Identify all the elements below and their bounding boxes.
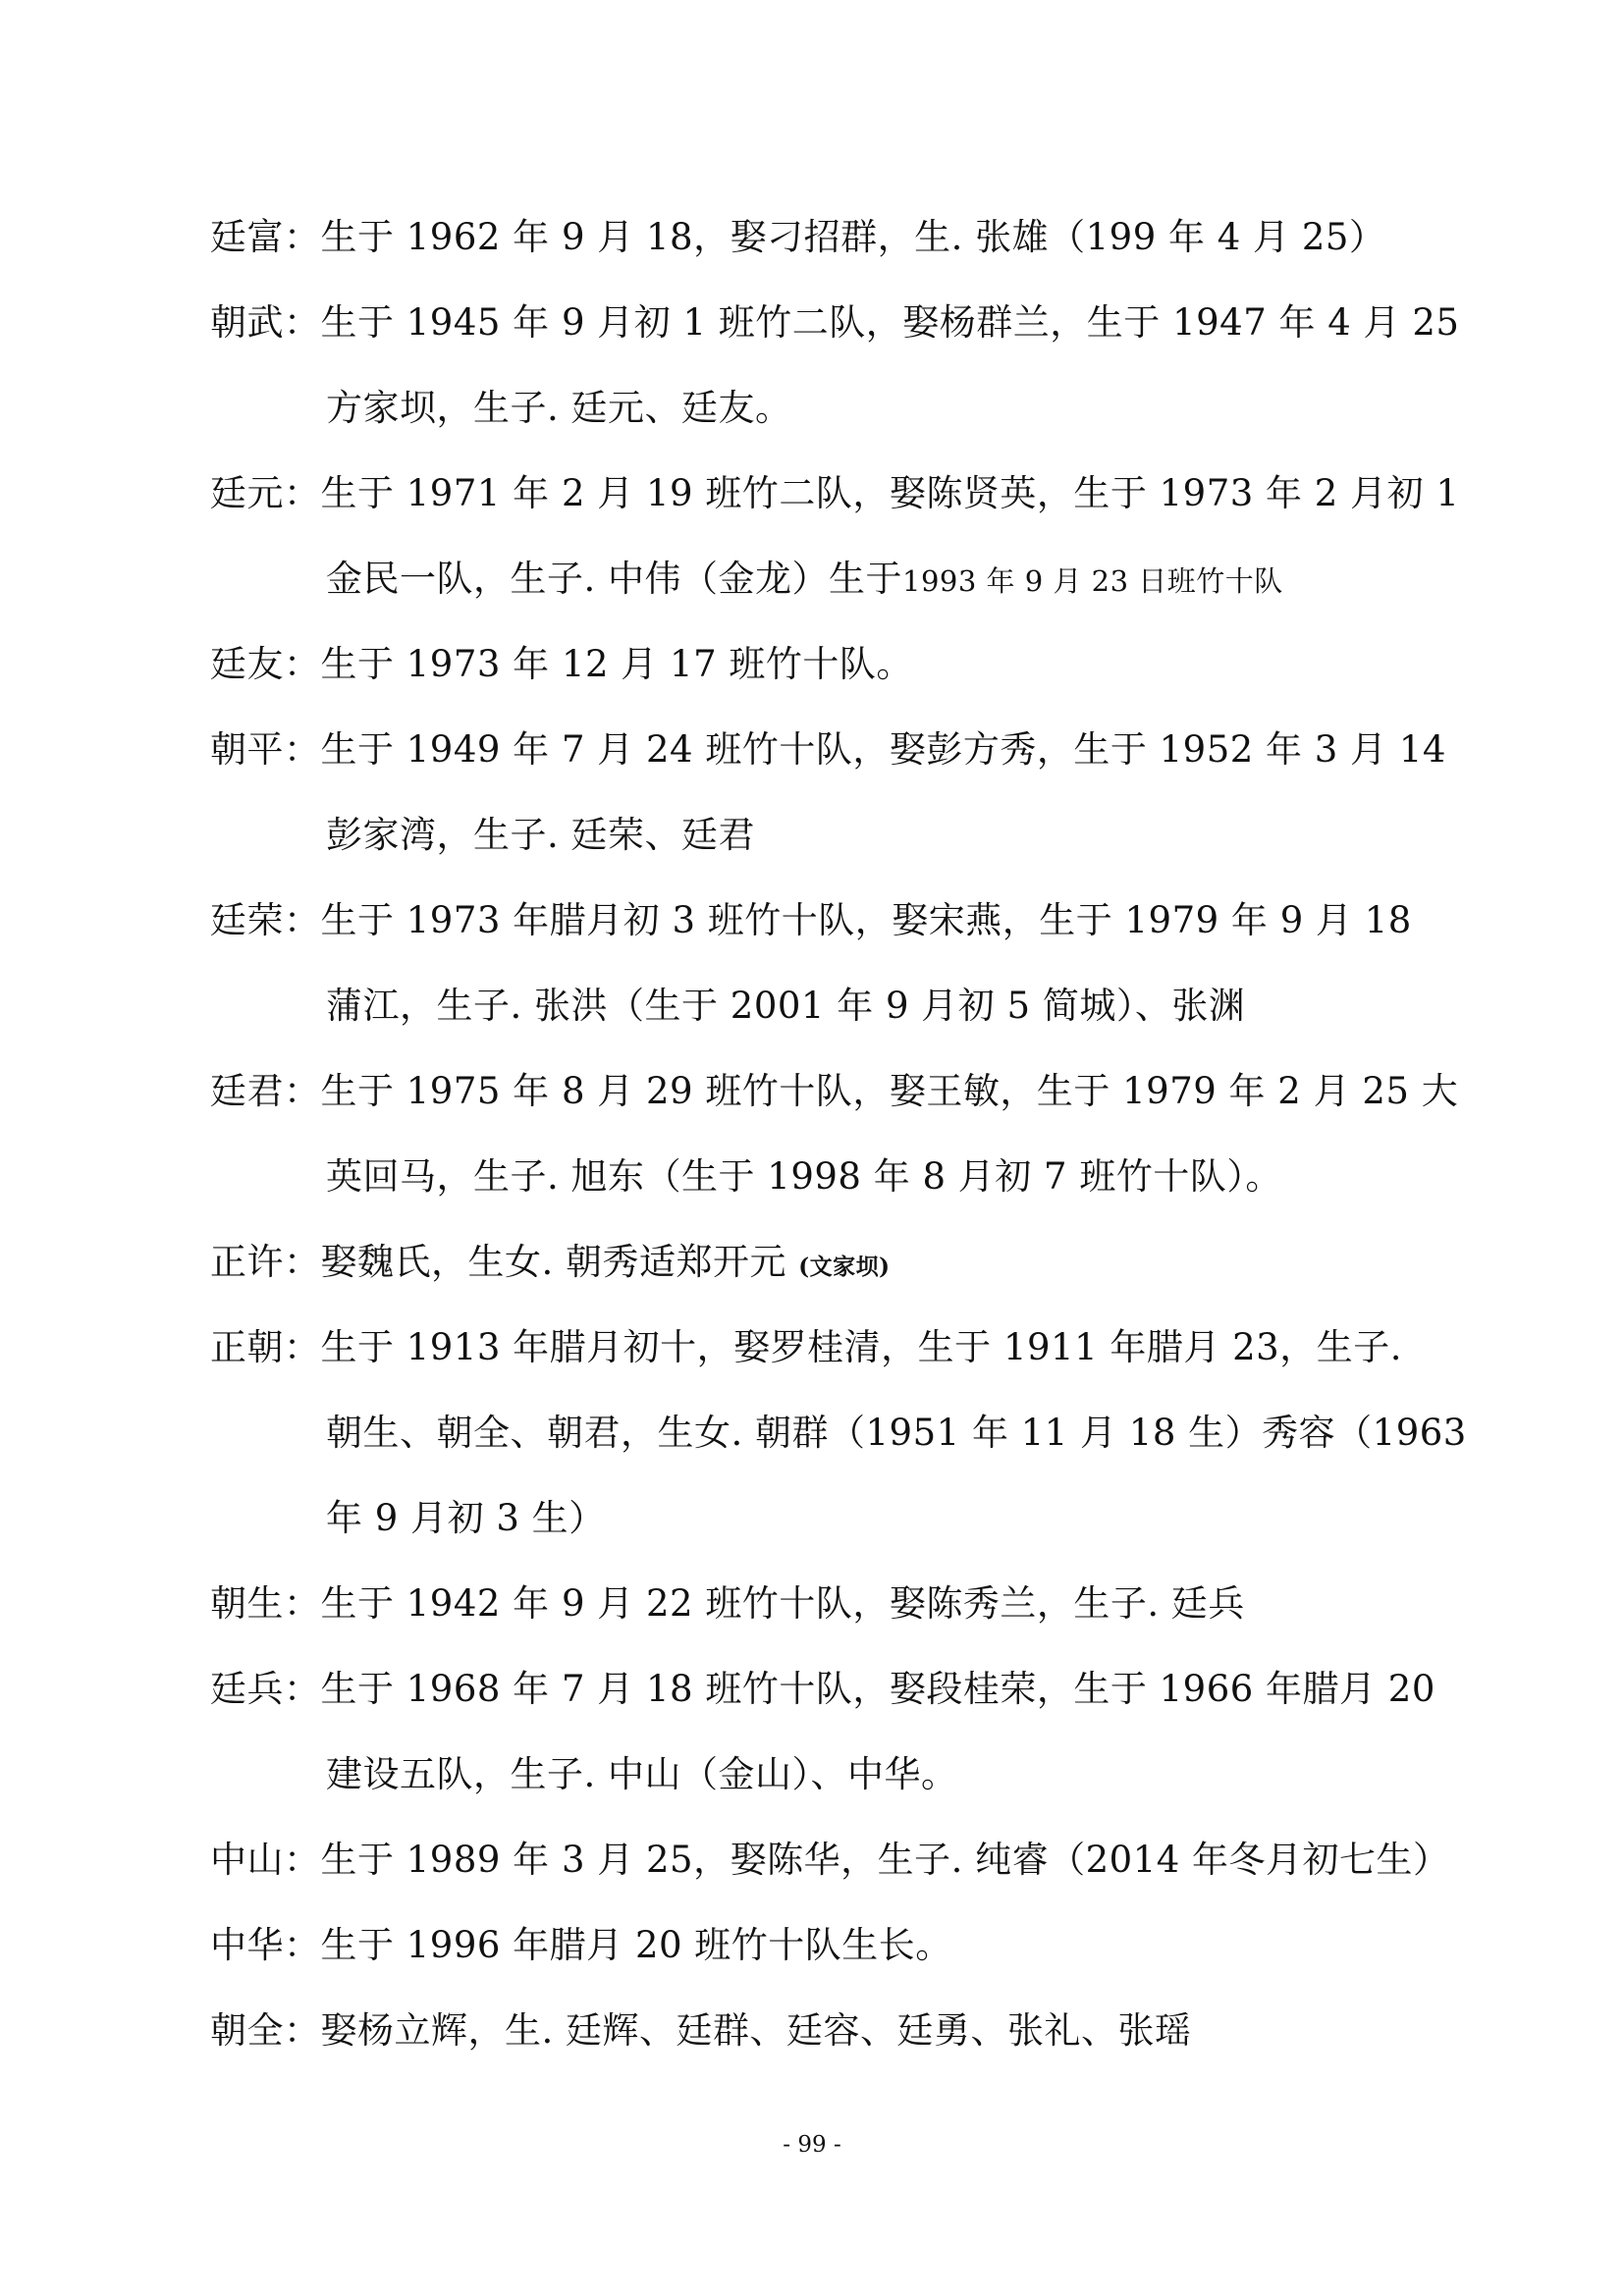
entry-tingyuan-cont — [326, 558, 1283, 603]
entry-tingyou: 廷友：生于 1973 年 12 月 17 班竹十队。 — [210, 643, 913, 685]
entry-zhengchao-cont-2: 年 9 月初 3 生） — [326, 1497, 606, 1539]
entry-zhengxu-note: (文家坝) — [798, 1254, 891, 1280]
entry-zhongshan: 中山：生于 1989 年 3 月 25，娶陈华，生子. 纯睿（2014 年冬月初七生） — [210, 1839, 1450, 1881]
page-number: - 99 - — [783, 2132, 841, 2158]
entry-tingbing-cont: 建设五队，生子. 中山（金山）、中华。 — [326, 1753, 958, 1795]
entry-tingfu: 廷富：生于 1962 年 9 月 18，娶刁招群，生. 张雄（199 年 4 月 25） — [210, 216, 1386, 258]
entry-zhengxu — [210, 1241, 891, 1289]
entry-chaoping: 朝平：生于 1949 年 7 月 24 班竹十队，娶彭方秀，生于 1952 年 3 月 14 — [210, 728, 1446, 771]
entry-chaosheng: 朝生：生于 1942 年 9 月 22 班竹十队，娶陈秀兰，生子. 廷兵 — [210, 1582, 1245, 1625]
entry-tingjun: 廷君：生于 1975 年 8 月 29 班竹十队，娶王敏，生于 1979 年 2 月 25 大 — [210, 1070, 1459, 1112]
entry-tingyuan-cont-small: 1993 年 9 月 23 日班竹十队 — [902, 564, 1283, 598]
entry-zhengxu-main: 正许：娶魏氏，生女. 朝秀适郑开元 — [210, 1241, 787, 1283]
entry-tingjun-cont: 英回马，生子. 旭东（生于 1998 年 8 月初 7 班竹十队）。 — [326, 1155, 1282, 1198]
entry-tingbing: 廷兵：生于 1968 年 7 月 18 班竹十队，娶段桂荣，生于 1966 年腊月 20 — [210, 1668, 1435, 1710]
entry-zhengchao: 正朝：生于 1913 年腊月初十，娶罗桂清，生于 1911 年腊月 23，生子. — [210, 1326, 1402, 1368]
entry-zhengchao-cont-1: 朝生、朝全、朝君，生女. 朝群（1951 年 11 月 18 生）秀容（1963 — [326, 1412, 1467, 1454]
entry-chaowu-cont: 方家坝，生子. 廷元、廷友。 — [326, 387, 792, 429]
entry-tingrong: 廷荣：生于 1973 年腊月初 3 班竹十队，娶宋燕，生于 1979 年 9 月 18 — [210, 899, 1412, 941]
entry-chaoquan: 朝全：娶杨立辉，生. 廷辉、廷群、廷容、廷勇、张礼、张瑶 — [210, 2009, 1192, 2052]
entry-tingyuan-cont-main: 金民一队，生子. 中伟（金龙）生于 — [326, 558, 903, 600]
entry-tingrong-cont: 蒲江，生子. 张洪（生于 2001 年 9 月初 5 简城）、张渊 — [326, 985, 1246, 1027]
entry-tingyuan: 廷元：生于 1971 年 2 月 19 班竹二队，娶陈贤英，生于 1973 年 2 月初 1 — [210, 472, 1460, 514]
entry-chaowu: 朝武：生于 1945 年 9 月初 1 班竹二队，娶杨群兰，生于 1947 年 4 月 25 — [210, 301, 1460, 344]
entry-zhonghua: 中华：生于 1996 年腊月 20 班竹十队生长。 — [210, 1924, 952, 1966]
entry-chaoping-cont: 彭家湾，生子. 廷荣、廷君 — [326, 814, 756, 856]
